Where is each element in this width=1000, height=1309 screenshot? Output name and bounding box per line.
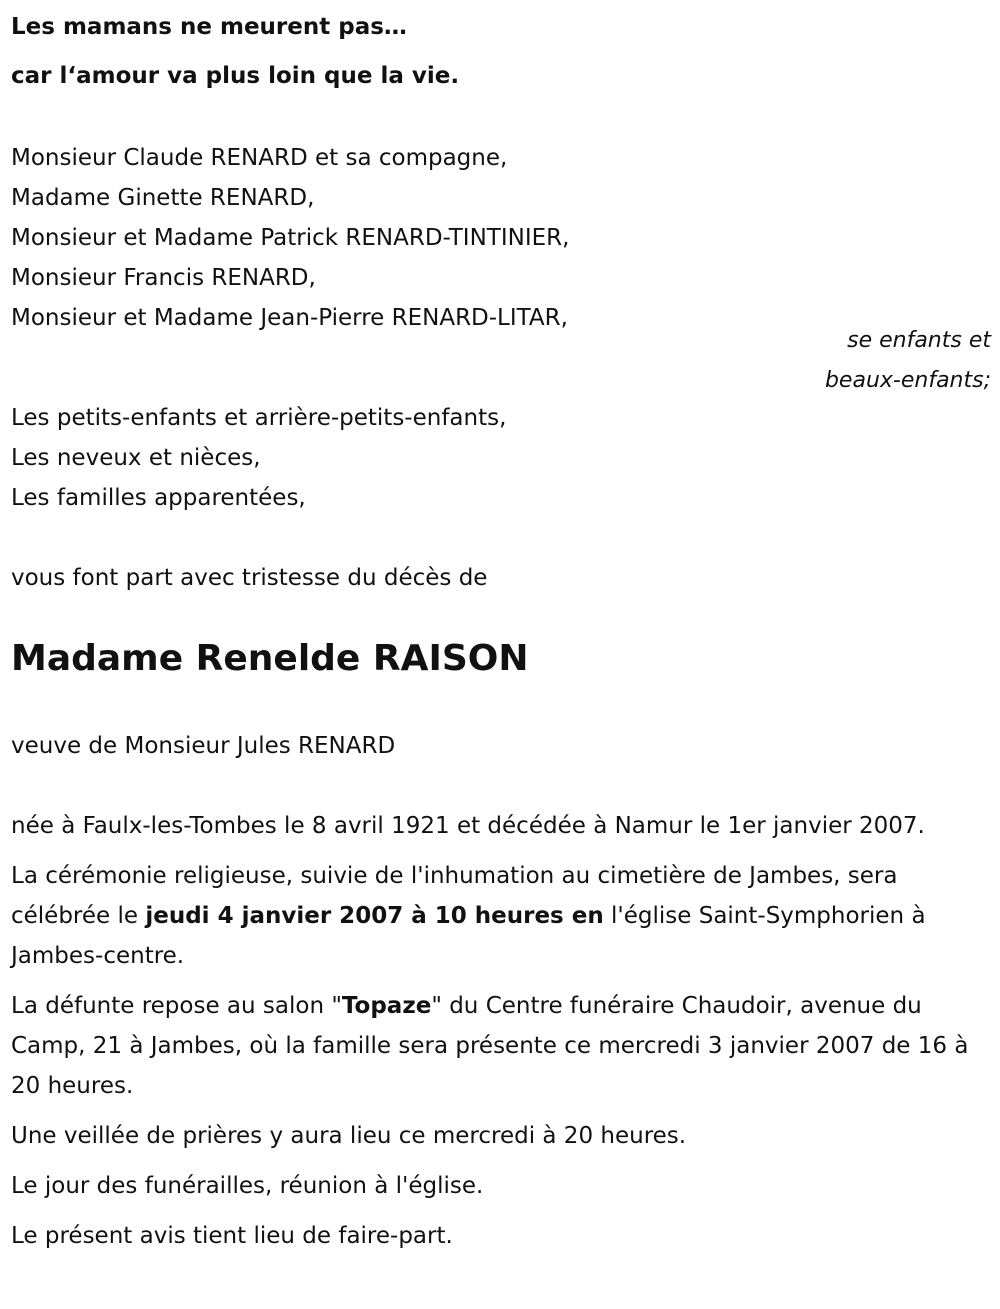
vigil-paragraph: Une veillée de prières y aura lieu ce mercredi à 20 heures.: [11, 1123, 687, 1149]
family-member: Monsieur et Madame Jean-Pierre RENARD-LITAR,: [11, 305, 568, 331]
funeral-details: [11, 806, 986, 1266]
birth-death-paragraph: née à Faulx-les-Tombes le 8 avril 1921 et décédée à Namur le 1er janvier 2007.: [11, 813, 925, 839]
widow-of: veuve de Monsieur Jules RENARD: [11, 733, 396, 759]
announcement-intro: vous font part avec tristesse du décès de: [11, 565, 488, 591]
ceremony-paragraph: [11, 856, 986, 976]
other-relatives-list: [11, 398, 991, 518]
ceremony-date-time: jeudi 4 janvier 2007 à 10 heures en: [145, 903, 604, 929]
family-member: Monsieur et Madame Patrick RENARD-TINTINIER,: [11, 225, 570, 251]
relation-line-1: se enfants et: [847, 328, 991, 353]
salon-name: Topaze: [341, 993, 432, 1019]
relation-line-2: beaux-enfants;: [824, 368, 991, 393]
relative-group: Les petits-enfants et arrière-petits-enfants,: [11, 405, 507, 431]
relative-group: Les neveux et nièces,: [11, 445, 261, 471]
epitaph-line-2: car l‘amour va plus loin que la vie.: [11, 63, 460, 89]
ceremony-text-end: l'église Saint-Symphorien à Jambes-centre.: [11, 903, 926, 969]
family-member: Monsieur Francis RENARD,: [11, 265, 316, 291]
repose-text-end: " du Centre funéraire Chaudoir, avenue du Camp, 21 à Jambes, où la famille sera présente ce mercredi 3 janvier 2007 de 16 à 20 heures.: [11, 993, 969, 1099]
repose-paragraph: [11, 986, 986, 1106]
family-member: Madame Ginette RENARD,: [11, 185, 315, 211]
children-list: [11, 138, 991, 338]
epitaph-line-1: Les mamans ne meurent pas…: [11, 14, 407, 40]
meeting-paragraph: Le jour des funérailles, réunion à l'église.: [11, 1173, 484, 1199]
children-relation-label: [691, 321, 991, 401]
notice-paragraph: Le présent avis tient lieu de faire-part.: [11, 1223, 453, 1249]
ceremony-text-start: La cérémonie religieuse, suivie de l'inhumation au cimetière de Jambes, sera célébrée le: [11, 863, 898, 929]
family-member: Monsieur Claude RENARD et sa compagne,: [11, 145, 508, 171]
repose-text-start: La défunte repose au salon ": [11, 993, 342, 1019]
relative-group: Les familles apparentées,: [11, 485, 306, 511]
deceased-name: Madame Renelde RAISON: [11, 638, 529, 679]
